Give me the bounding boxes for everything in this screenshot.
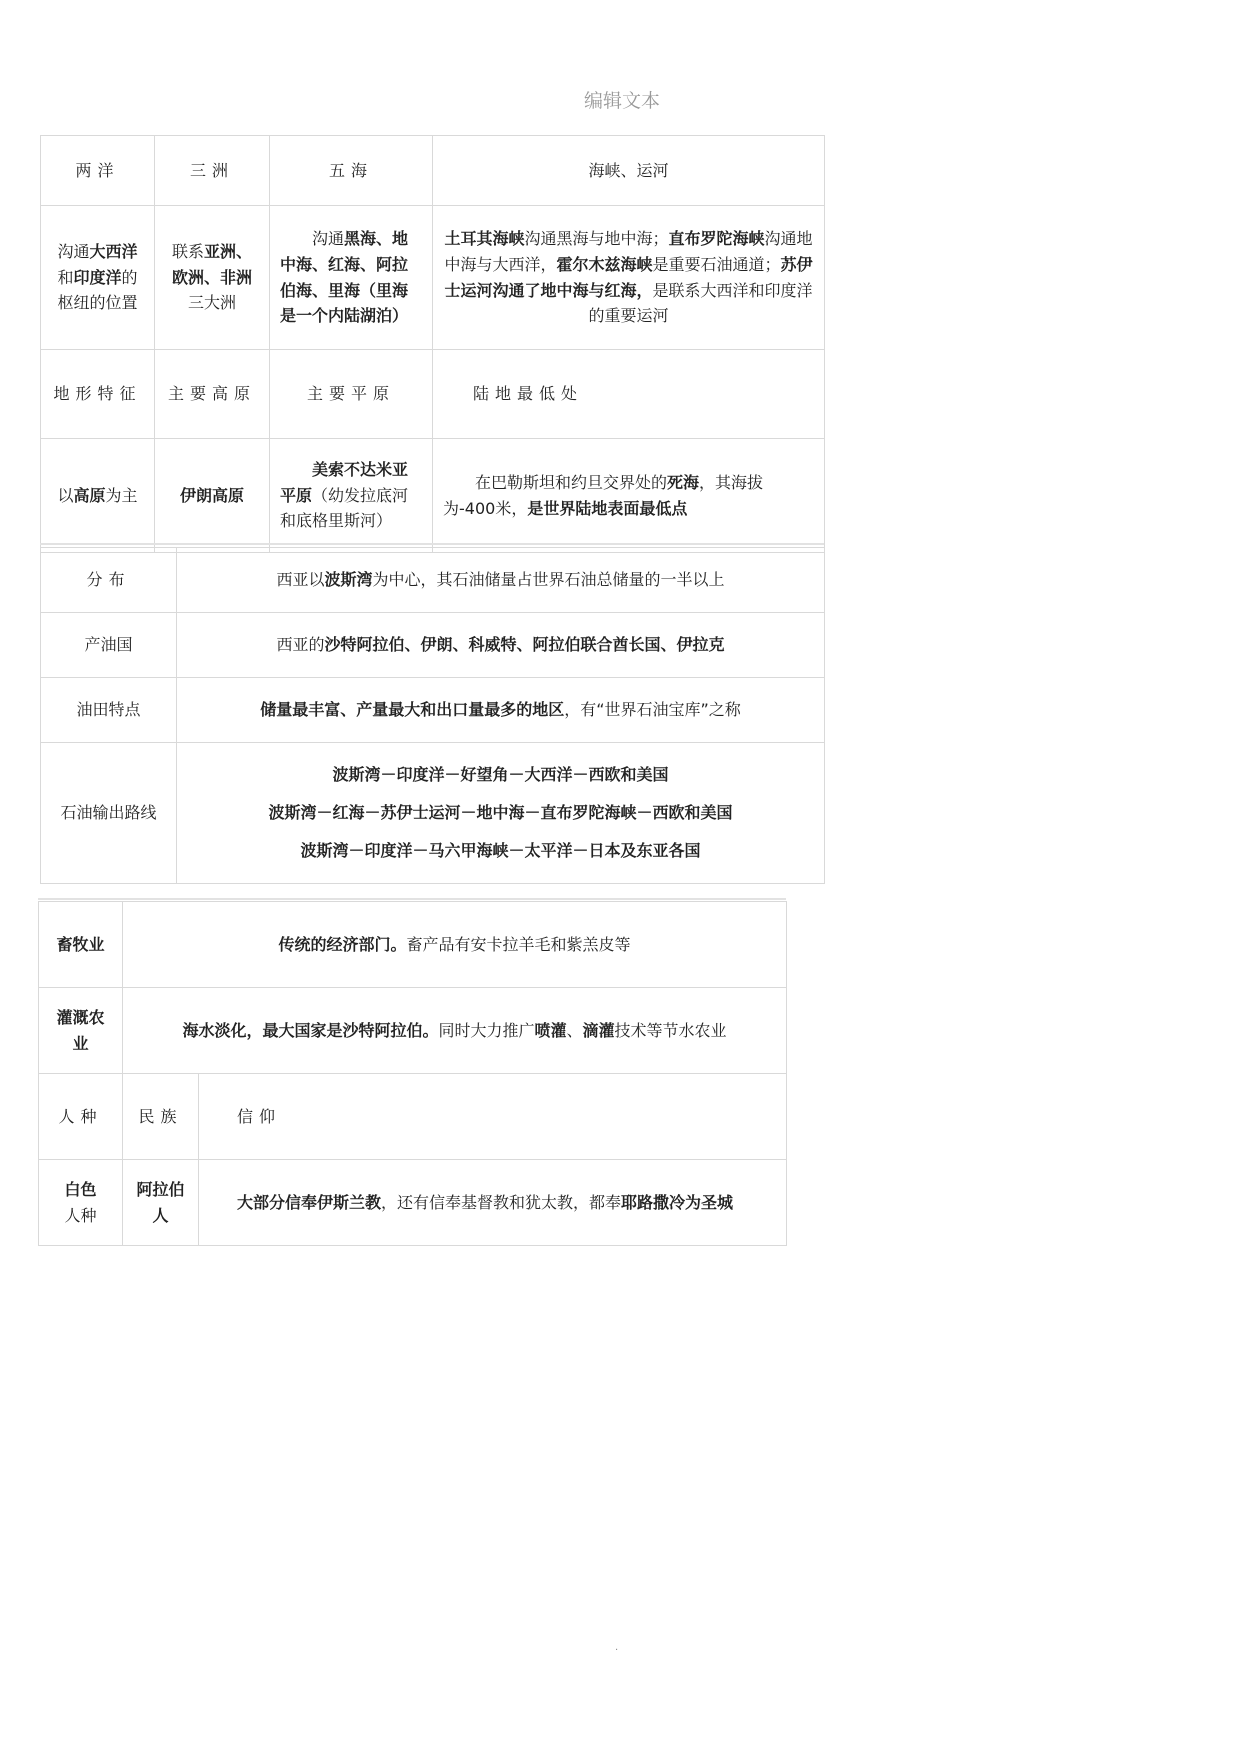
route-line: 波斯湾－印度洋－好望角－大西洋－西欧和美国 — [332, 765, 669, 784]
table-row — [41, 743, 825, 884]
agriculture-people-table — [38, 901, 787, 1246]
header-main-plateau: 主要高原 — [155, 350, 270, 439]
header-straits-canals: 海峡、运河 — [433, 136, 825, 206]
text: ，其海拔为-400米， — [443, 472, 764, 518]
cell-nation — [123, 1160, 199, 1246]
cell-distribution — [177, 548, 825, 613]
text-bold: 阿拉伯人 — [136, 1179, 185, 1225]
cell-belief — [199, 1160, 787, 1246]
text: 沟通 — [57, 242, 90, 262]
text-bold: 耶路撒冷为圣城 — [621, 1192, 734, 1212]
header-main-plain: 主要平原 — [270, 350, 433, 439]
cell-five-seas — [270, 206, 433, 350]
route-line: 波斯湾－红海－苏伊士运河－地中海－直布罗陀海峡－西欧和美国 — [268, 803, 733, 822]
text-bold: 畜牧业 — [56, 934, 105, 954]
text-bold: 白色 — [64, 1179, 97, 1199]
text: 联系 — [171, 242, 204, 262]
text: 以 — [57, 485, 74, 505]
text-bold: 土耳其海峡 — [444, 229, 525, 249]
header-five-seas: 五海 — [270, 136, 433, 206]
text: ，有“世界石油宝库”之称 — [564, 700, 741, 720]
text-bold: 大西洋 — [89, 242, 138, 262]
text: ，还有信奉基督教和犹太教，都奉 — [381, 1192, 622, 1212]
route-line: 波斯湾－印度洋－马六甲海峡－太平洋－日本及东亚各国 — [300, 841, 701, 860]
text: 沟通地中海与大西洋， — [444, 229, 813, 274]
divider — [38, 898, 786, 900]
text: 沟通 — [312, 229, 345, 249]
header-race: 人种 — [39, 1074, 123, 1160]
cell-oilfield-features — [177, 678, 825, 743]
text: 西亚的 — [276, 635, 325, 655]
text-bold: 伊朗高原 — [179, 485, 244, 505]
text-bold: 印度洋 — [73, 267, 122, 287]
label-oilfield-features: 油田特点 — [41, 678, 177, 743]
header-three-continents: 三洲 — [155, 136, 270, 206]
text: 在巴勒斯坦和约旦交界处的 — [475, 472, 668, 492]
header-terrain: 地形特征 — [41, 350, 155, 439]
divider — [40, 543, 824, 545]
text: （幼发拉底河和底格里斯河） — [280, 485, 409, 531]
text: 为主 — [105, 485, 138, 505]
text: 、 — [566, 1020, 583, 1040]
label-irrigation — [39, 988, 123, 1074]
text-bold: 波斯湾 — [324, 570, 373, 590]
cell-pastoral — [123, 902, 787, 988]
text: 为中心，其石油储量占世界石油总储量的一半以上 — [372, 570, 725, 590]
text: 西亚以 — [276, 570, 325, 590]
table-row — [41, 350, 825, 439]
header-two-oceans: 两洋 — [41, 136, 155, 206]
text-bold: 苏伊士运河沟通了地中海与红海， — [444, 254, 813, 300]
text: 三大洲 — [187, 293, 236, 313]
label-export-routes: 石油输出路线 — [41, 743, 177, 884]
cell-three-continents — [155, 206, 270, 350]
text-bold: 喷灌 — [534, 1020, 567, 1040]
oil-table — [40, 547, 825, 884]
text-bold: 储量最丰富、产量最大和出口量最多的地区 — [260, 700, 565, 720]
table-row — [39, 988, 787, 1074]
table-row — [41, 206, 825, 350]
text-bold: 滴灌 — [582, 1020, 615, 1040]
text-bold: 黑海、地中海、红海、阿拉伯海、里海（里海是一个内陆湖泊） — [280, 229, 409, 326]
cell-plateau — [155, 439, 270, 553]
edit-text-link[interactable]: 编辑文本 — [584, 90, 661, 112]
text-bold: 灌溉农业 — [56, 1007, 105, 1053]
table-row — [41, 439, 825, 553]
text-bold: 直布罗陀海峡 — [668, 229, 765, 249]
text: 沟通黑海与地中海； — [524, 229, 669, 249]
table-row — [41, 678, 825, 743]
text-bold: 霍尔木兹海峡 — [556, 254, 653, 274]
cell-race — [39, 1160, 123, 1246]
table-row — [39, 1160, 787, 1246]
text-bold: 海水淡化，最大国家是沙特阿拉伯。 — [182, 1020, 439, 1040]
cell-lowest — [433, 439, 825, 553]
text-bold: 高原 — [73, 485, 106, 505]
text-bold: 死海 — [667, 472, 700, 492]
text: 人种 — [64, 1205, 97, 1225]
cell-plain — [270, 439, 433, 553]
table-row — [41, 613, 825, 678]
table-row — [39, 1074, 787, 1160]
text: 是重要石油通道； — [652, 254, 781, 274]
text: 和 — [57, 267, 74, 287]
header-belief: 信仰 — [199, 1074, 787, 1160]
cell-terrain — [41, 439, 155, 553]
text-bold: 亚洲、欧洲、非洲 — [171, 242, 253, 287]
header-lowest-point: 陆地最低处 — [433, 350, 825, 439]
text-bold: 美索不达米亚平原 — [280, 460, 409, 505]
text-bold: 是世界陆地表面最低点 — [527, 498, 688, 518]
table-row — [41, 548, 825, 613]
label-distribution: 分布 — [41, 548, 177, 613]
text-bold: 大部分信奉伊斯兰教 — [237, 1192, 382, 1212]
cell-two-oceans — [41, 206, 155, 350]
table-header-row — [41, 136, 825, 206]
cell-export-routes — [177, 743, 825, 884]
text: 的枢纽的位置 — [57, 267, 138, 313]
cell-irrigation — [123, 988, 787, 1074]
text-bold: 沙特阿拉伯、伊朗、科威特、阿拉伯联合酋长国、伊拉克 — [324, 635, 725, 655]
text: 是联系大西洋和印度洋的重要运河 — [588, 280, 813, 326]
text: 畜产品有安卡拉羊毛和紫羔皮等 — [406, 934, 631, 954]
geography-table — [40, 135, 825, 553]
header-nation: 民族 — [123, 1074, 199, 1160]
text: 技术等节水农业 — [614, 1020, 727, 1040]
text-bold: 传统的经济部门。 — [278, 934, 407, 954]
cell-producers — [177, 613, 825, 678]
text: 同时大力推广 — [438, 1020, 535, 1040]
label-pastoral — [39, 902, 123, 988]
footer-dot: . — [615, 1642, 619, 1653]
cell-straits — [433, 206, 825, 350]
label-producers: 产油国 — [41, 613, 177, 678]
table-row — [39, 902, 787, 988]
